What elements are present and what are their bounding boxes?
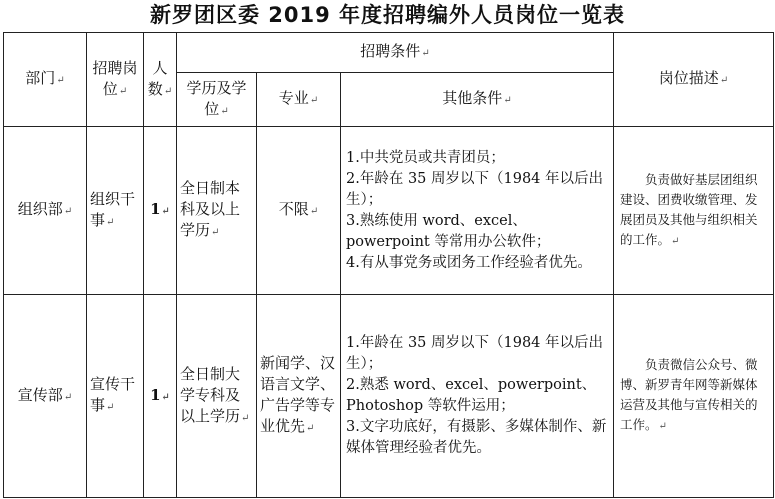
condition-item: 4.有从事党务或团务工作经验者优先。 xyxy=(346,254,592,271)
education-cell: 全日制本科及以上学历 ↵ xyxy=(177,127,257,295)
other-conditions-cell xyxy=(341,127,614,295)
count-cell: 1 ↵ xyxy=(144,127,177,295)
education-cell: 全日制大学专科及以上学历 ↵ xyxy=(177,295,257,498)
header-other: 其他条件 ↵ xyxy=(341,73,614,127)
condition-item: 3.文字功底好，有摄影、多媒体制作、新媒体管理经验者优先。 xyxy=(346,419,607,456)
major-cell: 不限 ↵ xyxy=(257,127,341,295)
condition-item: 2.熟悉 word、excel、powerpoint、Photoshop 等软件运用； xyxy=(346,377,597,414)
page-title: 新罗团区委 2019 年度招聘编外人员岗位一览表 xyxy=(149,3,626,27)
header-major: 专业 ↵ xyxy=(257,73,341,127)
other-conditions-cell xyxy=(341,295,614,498)
condition-item: 2.年龄在 35 周岁以下（1984 年以后出生）； xyxy=(346,170,604,208)
positions-table xyxy=(3,32,774,498)
condition-item: 3.熟练使用 word、excel、powerpoint 等常用办公软件； xyxy=(346,212,551,250)
major-cell: 新闻学、汉语言文学、广告学等专业优先 ↵ xyxy=(257,295,341,498)
header-conditions: 招聘条件 ↵ xyxy=(177,33,614,73)
description-cell: 负责做好基层团组织建设、团费收缴管理、发展团员及其他与组织相关的工作。 ↵ xyxy=(614,127,774,295)
position-cell: 组织干事 ↵ xyxy=(87,127,144,295)
table-row xyxy=(4,127,774,295)
count-cell: 1 ↵ xyxy=(144,295,177,498)
position-cell: 宣传干事 ↵ xyxy=(87,295,144,498)
header-education: 学历及学位 ↵ xyxy=(177,73,257,127)
description-cell: 负责微信公众号、微博、新罗青年网等新媒体运营及其他与宣传相关的工作。 ↵ xyxy=(614,295,774,498)
condition-item: 1.年龄在 35 周岁以下（1984 年以后出生）； xyxy=(346,335,604,372)
header-row xyxy=(4,33,774,73)
header-dept: 部门 ↵ xyxy=(4,33,87,127)
header-count: 人数 ↵ xyxy=(144,33,177,127)
table-row xyxy=(4,295,774,498)
header-position: 招聘岗位 ↵ xyxy=(87,33,144,127)
dept-cell: 宣传部 ↵ xyxy=(4,295,87,498)
header-description: 岗位描述 ↵ xyxy=(614,33,774,127)
condition-item: 1.中共党员或共青团员； xyxy=(346,149,505,166)
dept-cell: 组织部 ↵ xyxy=(4,127,87,295)
